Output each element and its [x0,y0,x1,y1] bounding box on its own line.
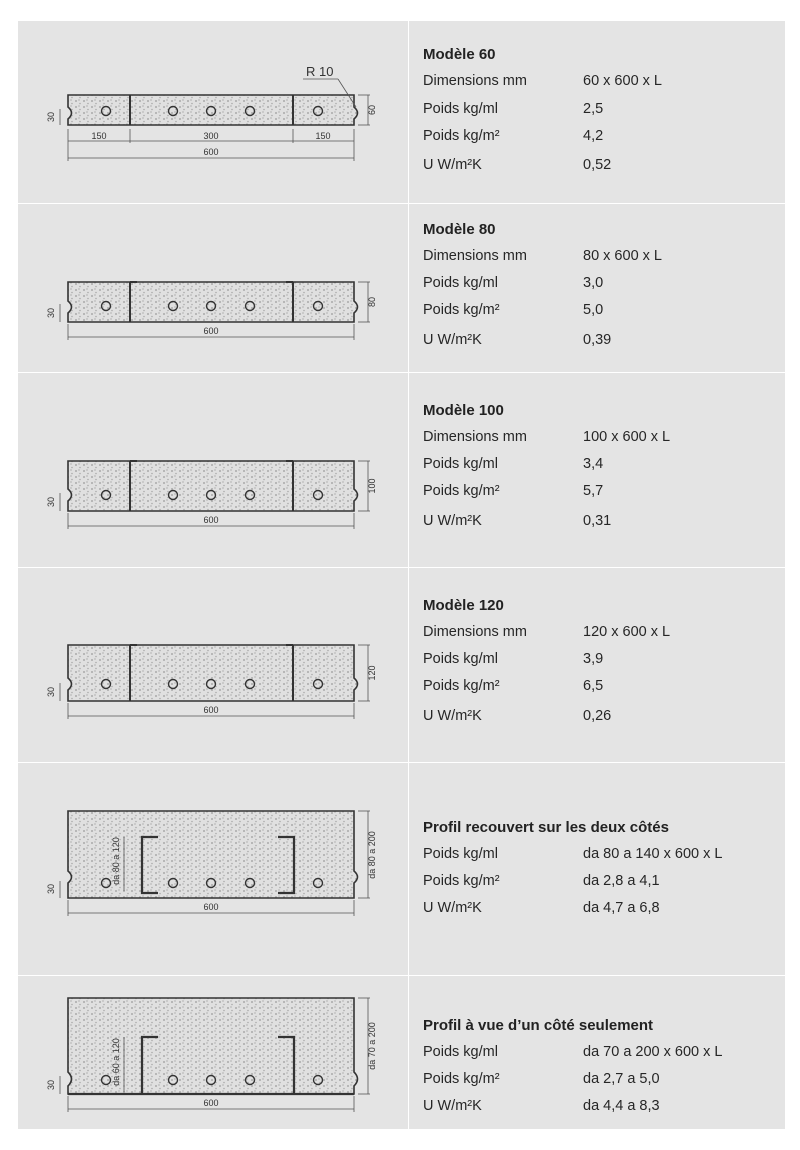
spec-label: U W/m²K [423,900,482,916]
panel-section [68,645,358,701]
spec-label: U W/m²K [423,157,482,173]
spec-value: 3,4 [583,456,604,472]
dim-width: 600 [203,326,219,336]
model-80-drawing [18,204,408,372]
spec-label: Dimensions mm [423,248,527,264]
dim-tongue: 30 [46,883,56,895]
spec-label: Poids kg/m² [423,302,500,318]
spec-row [423,651,783,671]
model-title: Modèle 60 [423,46,496,63]
profile-both-sides-drawing [18,763,408,975]
spec-row [423,332,783,352]
spec-value: da 4,4 a 8,3 [583,1098,660,1114]
spec-row [423,1044,783,1064]
spec-label: U W/m²K [423,513,482,529]
spec-value: 3,0 [583,275,604,291]
spec-label: Poids kg/ml [423,846,498,862]
spec-value: 3,9 [583,651,604,667]
model-60-row [18,21,785,203]
dim-height: 60 [367,104,377,116]
dim-width: 600 [203,705,219,715]
spec-value: 0,39 [583,332,612,348]
dim-tongue: 30 [46,111,56,123]
spec-row [423,429,783,449]
spec-value: 60 x 600 x L [583,73,662,89]
model-80-specs [409,204,785,372]
spec-row [423,624,783,644]
spec-row [423,1098,783,1118]
dim-tongue: 30 [46,686,56,698]
spec-row [423,302,783,322]
dim-inner: da 60 a 120 [111,1038,121,1086]
spec-value: 6,5 [583,678,604,694]
spec-row [423,157,783,177]
spec-value: da 2,7 a 5,0 [583,1071,660,1087]
spec-row [423,73,783,93]
model-title: Profil recouvert sur les deux côtés [423,819,669,836]
dim-height: 100 [367,478,377,494]
spec-row [423,873,783,893]
spec-label: Poids kg/ml [423,101,498,117]
spec-value: 0,26 [583,708,612,724]
dim-height: 120 [367,665,377,681]
spec-row [423,456,783,476]
spec-row [423,708,783,728]
spec-value: 5,0 [583,302,604,318]
spec-label: Dimensions mm [423,624,527,640]
spec-sheet [18,21,785,1129]
spec-label: Poids kg/m² [423,678,500,694]
dim-width: 600 [203,902,219,912]
spec-label: U W/m²K [423,708,482,724]
dim-tongue: 30 [46,496,56,508]
spec-row [423,513,783,533]
spec-row [423,678,783,698]
model-120-specs [409,568,785,762]
spec-label: Poids kg/m² [423,1071,500,1087]
dim-height: 80 [367,296,377,308]
spec-value: 5,7 [583,483,604,499]
spec-value: 2,5 [583,101,604,117]
spec-value: da 2,8 a 4,1 [583,873,660,889]
dim-inner: da 80 a 120 [111,837,121,885]
spec-label: Poids kg/ml [423,1044,498,1060]
model-100-specs [409,373,785,567]
profile-both-sides-row [18,763,785,975]
model-title: Modèle 80 [423,221,496,238]
spec-value: da 4,7 a 6,8 [583,900,660,916]
profile-both-sides-specs [409,763,785,975]
spec-label: Poids kg/ml [423,275,498,291]
dim-width: 600 [203,515,219,525]
spec-row [423,1071,783,1091]
spec-label: Dimensions mm [423,429,527,445]
dim-radius: R 10 [306,64,334,79]
spec-label: Poids kg/ml [423,651,498,667]
spec-row [423,248,783,268]
spec-row [423,483,783,503]
spec-row [423,275,783,295]
spec-value: 0,31 [583,513,612,529]
model-100-row [18,373,785,567]
panel-section [68,461,358,511]
profile-one-side-row [18,976,785,1129]
spec-value: da 80 a 140 x 600 x L [583,846,723,862]
model-60-specs [409,21,785,203]
spec-row [423,900,783,920]
dim-seg-right: 150 [315,131,331,141]
spec-value: 120 x 600 x L [583,624,671,640]
spec-label: Poids kg/m² [423,873,500,889]
spec-row [423,846,783,866]
spec-label: Poids kg/ml [423,456,498,472]
dim-tongue: 30 [46,1079,56,1091]
dim-height: da 80 a 200 [367,831,377,879]
spec-value: 0,52 [583,157,612,173]
model-60-drawing [18,21,408,203]
dim-width: 600 [203,1098,219,1108]
spec-value: 100 x 600 x L [583,429,671,445]
dim-width: 600 [203,147,219,157]
dim-seg-left: 150 [91,131,107,141]
spec-label: Poids kg/m² [423,483,500,499]
model-120-drawing [18,568,408,762]
model-title: Profil à vue d’un côté seulement [423,1017,654,1034]
spec-label: Dimensions mm [423,73,527,89]
dim-height: da 70 a 200 [367,1022,377,1070]
model-80-row [18,204,785,372]
model-100-drawing [18,373,408,567]
spec-value: 80 x 600 x L [583,248,662,264]
spec-label: U W/m²K [423,1098,482,1114]
dim-tongue: 30 [46,307,56,319]
dim-seg-mid: 300 [203,131,219,141]
profile-one-side-specs [409,976,785,1129]
spec-value: da 70 a 200 x 600 x L [583,1044,723,1060]
spec-label: U W/m²K [423,332,482,348]
model-title: Modèle 100 [423,402,504,419]
spec-row [423,128,783,148]
spec-label: Poids kg/m² [423,128,500,144]
spec-value: 4,2 [583,128,604,144]
model-title: Modèle 120 [423,597,504,614]
spec-row [423,101,783,121]
model-120-row [18,568,785,762]
profile-one-side-drawing [18,976,408,1129]
